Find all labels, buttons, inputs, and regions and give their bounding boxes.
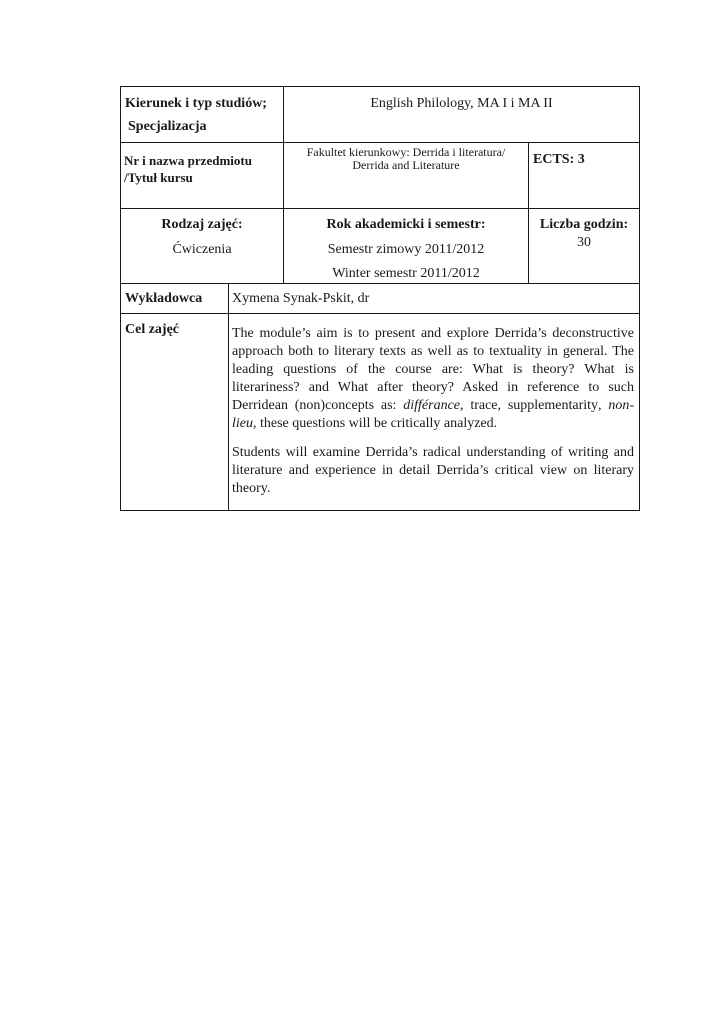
course-name-pl: Fakultet kierunkowy: Derrida i literatura/: [306, 145, 506, 159]
field-of-study-label: [125, 95, 281, 136]
table-border: [120, 510, 640, 511]
table-border: [120, 208, 640, 209]
hours-cell: [529, 216, 639, 252]
table-border: [120, 283, 640, 284]
field-of-study-value: English Philology, MA I i MA II: [370, 96, 553, 111]
aim-text-part1: The module’s aim is to present and explore Derrida’s deconstructive approach both to literary texts as well as to textuality in general. The leading questions of the course are: What is theory? What is literariness? and What after theory? Asked in reference to such Derridean (non)concepts as:: [232, 326, 634, 413]
course-aim-text: [232, 325, 634, 498]
semester-en: Winter semestr 2011/2012: [332, 266, 480, 281]
field-of-study-label-line1: Kierunek i typ studiów;: [125, 96, 267, 111]
table-border: [120, 86, 640, 87]
class-type-cell: [121, 216, 283, 259]
class-type-label: Rodzaj zajęć:: [161, 217, 243, 232]
course-name-en: Derrida and Literature: [352, 158, 460, 172]
lecturer-label: Wykładowca: [125, 291, 203, 306]
course-aim-paragraph-1: [232, 325, 634, 433]
aim-text-part2: trace, supplementarity: [463, 398, 599, 413]
semester-pl: Semestr zimowy 2011/2012: [327, 242, 485, 257]
course-name-value: [285, 146, 527, 172]
table-border: [120, 142, 640, 143]
table-border: [228, 283, 229, 511]
table-border: [120, 86, 121, 511]
aim-term-differance: différance,: [403, 398, 464, 413]
hours-value: 30: [577, 235, 591, 250]
aim-text-part3: , these questions will be critically analyzed.: [253, 416, 498, 431]
hours-label: Liczba godzin:: [539, 217, 629, 232]
specialization-label: Specjalizacja: [128, 119, 207, 134]
course-aim-label: Cel zajęć: [125, 322, 180, 337]
ects-value: ECTS: 3: [533, 152, 585, 167]
aim-term-non-lieu: , non-lieu: [232, 398, 634, 431]
lecturer-value: Xymena Synak-Pskit, dr: [232, 291, 370, 306]
course-aim-paragraph-2: Students will examine Derrida’s radical understanding of writing and literature and experience in detail Derrida’s critical view on literary theory.: [232, 445, 634, 496]
table-border: [639, 86, 640, 511]
academic-year-label: Rok akademicki i semestr:: [326, 217, 486, 232]
table-border: [528, 142, 529, 284]
course-name-label: Nr i nazwa przedmiotu /Tytuł kursu: [124, 153, 252, 185]
table-border: [120, 313, 640, 314]
academic-year-cell: [284, 216, 528, 283]
class-type-value: Ćwiczenia: [172, 242, 232, 257]
